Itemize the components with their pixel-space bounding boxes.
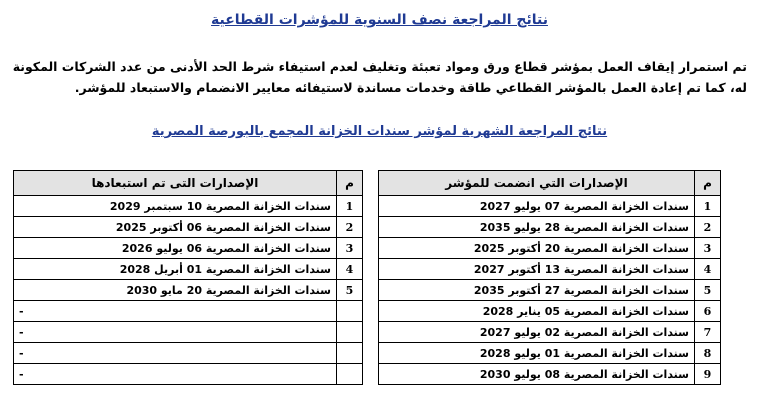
table-row bbox=[379, 322, 721, 343]
row-number-cell: 5 bbox=[695, 280, 721, 301]
table-row bbox=[14, 301, 363, 322]
row-number-cell: 1 bbox=[695, 196, 721, 217]
joined-issues-table bbox=[378, 170, 721, 385]
excluded-issues-table bbox=[13, 170, 363, 385]
row-number-cell: 3 bbox=[695, 238, 721, 259]
semiannual-review-heading: نتائج المراجعة نصف السنوية للمؤشرات القطاعية bbox=[211, 12, 548, 28]
excluded-issues-column-header: الإصدارات التى تم استبعادها bbox=[14, 171, 337, 196]
table-row bbox=[14, 196, 363, 217]
table-header-row bbox=[14, 171, 363, 196]
issue-cell: سندات الخزانة المصرية 06 أكتوبر 2025 bbox=[14, 217, 337, 238]
issue-cell: سندات الخزانة المصرية 20 مايو 2030 bbox=[14, 280, 337, 301]
table-row bbox=[379, 259, 721, 280]
monthly-review-heading: نتائج المراجعة الشهرية لمؤشر سندات الخزانة المجمع بالبورصة المصرية bbox=[151, 124, 608, 139]
row-number-cell: 4 bbox=[337, 259, 363, 280]
table-row bbox=[379, 364, 721, 385]
row-number-cell: 4 bbox=[695, 259, 721, 280]
issue-cell: - bbox=[14, 301, 337, 322]
row-number-cell bbox=[337, 343, 363, 364]
row-number-cell bbox=[337, 364, 363, 385]
row-number-cell: 1 bbox=[337, 196, 363, 217]
row-number-cell: 7 bbox=[695, 322, 721, 343]
row-number-cell: 9 bbox=[695, 364, 721, 385]
issue-cell: سندات الخزانة المصرية 27 أكتوبر 2035 bbox=[379, 280, 695, 301]
row-number-cell: 5 bbox=[337, 280, 363, 301]
issue-cell: سندات الخزانة المصرية 28 يوليو 2035 bbox=[379, 217, 695, 238]
table-row bbox=[379, 217, 721, 238]
table-row bbox=[379, 343, 721, 364]
number-column-header: م bbox=[337, 171, 363, 196]
joined-issues-column-header: الإصدارات التي انضمت للمؤشر bbox=[379, 171, 695, 196]
issue-cell: سندات الخزانة المصرية 01 أبريل 2028 bbox=[14, 259, 337, 280]
issue-cell: - bbox=[14, 364, 337, 385]
table-row bbox=[14, 343, 363, 364]
paragraph-line: له، كما تم إعادة العمل بالمؤشر القطاعي طاقة وخدمات مساندة لاستيفائه معايير الانضمام والاستبعاد للمؤشر. bbox=[74, 80, 747, 95]
table-row bbox=[14, 238, 363, 259]
issue-cell: - bbox=[14, 322, 337, 343]
issue-cell: سندات الخزانة المصرية 02 يوليو 2027 bbox=[379, 322, 695, 343]
issue-cell: - bbox=[14, 343, 337, 364]
issue-cell: سندات الخزانة المصرية 13 أكتوبر 2027 bbox=[379, 259, 695, 280]
row-number-cell: 2 bbox=[337, 217, 363, 238]
row-number-cell bbox=[337, 322, 363, 343]
row-number-cell: 3 bbox=[337, 238, 363, 259]
table-row bbox=[379, 196, 721, 217]
paragraph-line: تم استمرار إيقاف العمل بمؤشر قطاع ورق ومواد تعبئة وتغليف لعدم استيفاء شرط الحد الأدنى من عدد الشركات المكونة bbox=[12, 59, 747, 74]
table-header-row bbox=[379, 171, 721, 196]
table-row bbox=[379, 238, 721, 259]
table-row bbox=[379, 301, 721, 322]
table-row bbox=[14, 259, 363, 280]
table-row bbox=[14, 364, 363, 385]
issue-cell: سندات الخزانة المصرية 08 يوليو 2030 bbox=[379, 364, 695, 385]
table-row bbox=[379, 280, 721, 301]
row-number-cell bbox=[337, 301, 363, 322]
table-row bbox=[14, 322, 363, 343]
table-row bbox=[14, 280, 363, 301]
row-number-cell: 2 bbox=[695, 217, 721, 238]
number-column-header: م bbox=[695, 171, 721, 196]
issue-cell: سندات الخزانة المصرية 06 يوليو 2026 bbox=[14, 238, 337, 259]
issue-cell: سندات الخزانة المصرية 10 سبتمبر 2029 bbox=[14, 196, 337, 217]
semiannual-review-paragraph bbox=[12, 56, 747, 98]
bond-tables bbox=[14, 170, 721, 385]
table-row bbox=[14, 217, 363, 238]
row-number-cell: 6 bbox=[695, 301, 721, 322]
issue-cell: سندات الخزانة المصرية 20 أكتوبر 2025 bbox=[379, 238, 695, 259]
issue-cell: سندات الخزانة المصرية 01 يوليو 2028 bbox=[379, 343, 695, 364]
issue-cell: سندات الخزانة المصرية 07 يوليو 2027 bbox=[379, 196, 695, 217]
row-number-cell: 8 bbox=[695, 343, 721, 364]
issue-cell: سندات الخزانة المصرية 05 يناير 2028 bbox=[379, 301, 695, 322]
